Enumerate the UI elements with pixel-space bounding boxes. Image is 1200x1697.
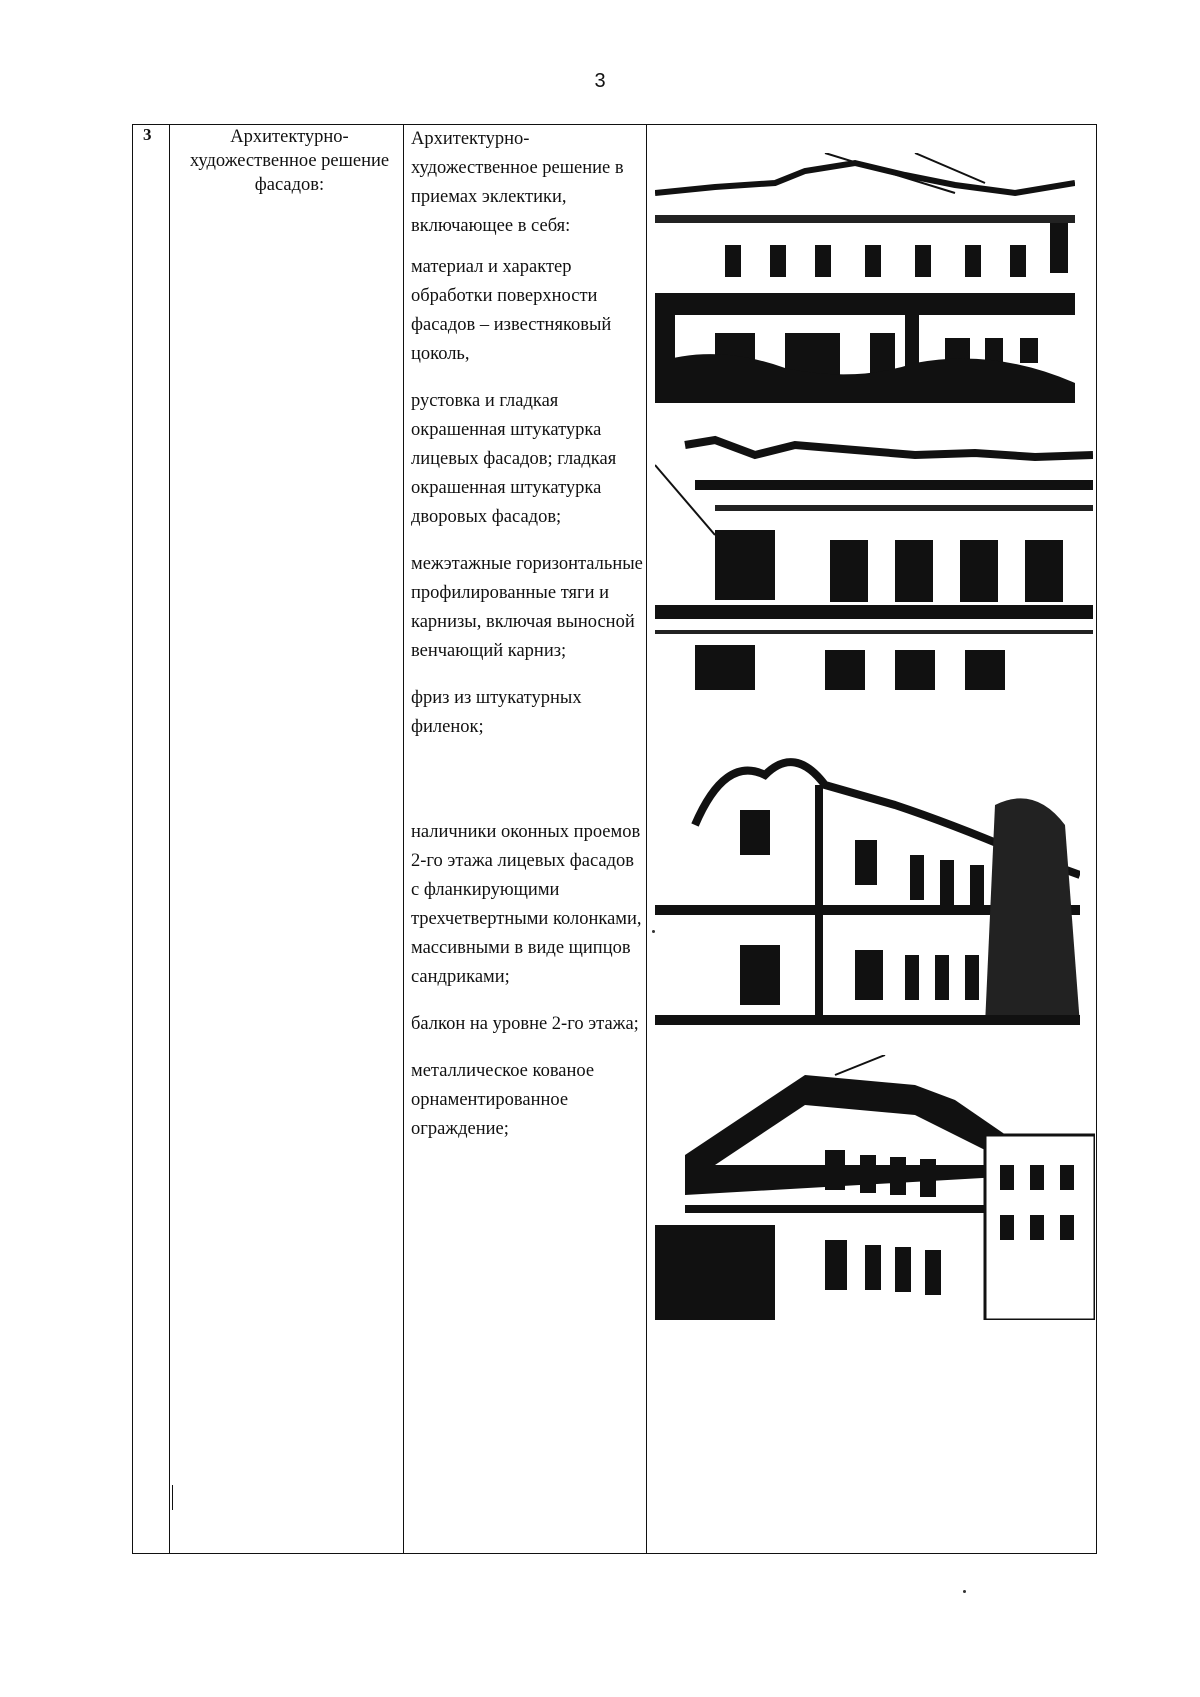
facade-photo-3 — [655, 745, 1080, 1025]
description-item: межэтажные горизонтальные профилированные тяги и карнизы, включая выносной венчающий карниз; — [411, 554, 643, 661]
facade-photo-2 — [655, 425, 1093, 690]
document-table — [132, 124, 1097, 1554]
row-title: Архитектурно-художественное решение фасадов: — [189, 127, 390, 195]
table-divider-1 — [169, 125, 170, 1553]
scan-artifact — [172, 1485, 173, 1510]
scan-speck — [963, 1590, 966, 1593]
description-item: наличники оконных проемов 2-го этажа лицевых фасадов с фланкирующими трехчетвертными колонками, массивными в виде щипцов сандриками; — [411, 822, 642, 987]
description-item: материал и характер обработки поверхности фасадов – известняковый цоколь, — [411, 257, 612, 364]
table-divider-2 — [403, 125, 404, 1553]
description-item: рустовка и гладкая окрашенная штукатурка лицевых фасадов; гладкая окрашенная штукатурка дворовых фасадов; — [411, 391, 617, 527]
facade-photo-4 — [655, 1055, 1095, 1320]
facade-photo-1 — [655, 153, 1075, 403]
description-item: металлическое кованое орнаментированное ограждение; — [411, 1061, 595, 1139]
description-column — [411, 125, 646, 1162]
description-intro: Архитектурно-художественное решение в приемах эклектики, включающее в себя: — [411, 129, 624, 236]
description-item: фриз из штукатурных филенок; — [411, 688, 582, 737]
row-number: 3 — [143, 125, 152, 144]
table-divider-3 — [646, 125, 647, 1553]
scan-speck — [652, 930, 655, 933]
page-number: 3 — [594, 70, 606, 92]
description-item: балкон на уровне 2-го этажа; — [411, 1014, 639, 1034]
